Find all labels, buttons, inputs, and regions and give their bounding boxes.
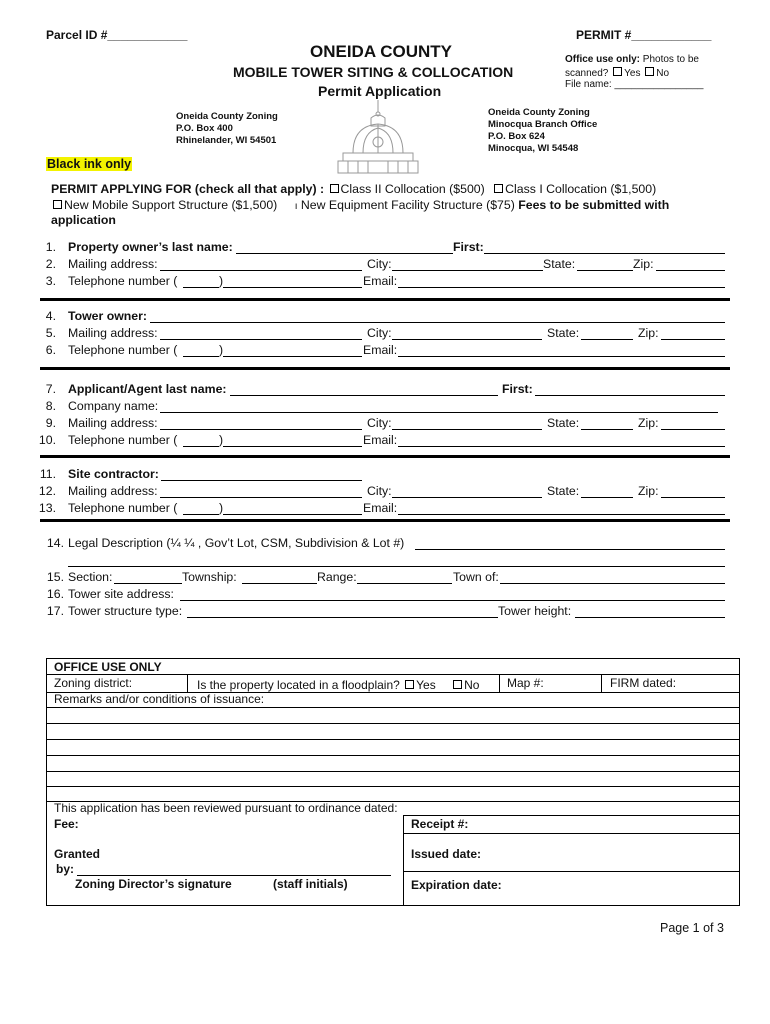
tower-owner-area-code-field[interactable]	[183, 356, 219, 357]
permit-number-label: PERMIT #____________	[576, 28, 712, 42]
remarks-line[interactable]	[47, 739, 739, 740]
owner-email-field[interactable]	[398, 287, 725, 288]
tower-height-field[interactable]	[575, 617, 725, 618]
scanned-no-checkbox[interactable]	[645, 67, 654, 76]
company-name-field[interactable]	[160, 412, 718, 413]
applicant-last-name-field[interactable]	[230, 395, 498, 396]
owner-first-name-field[interactable]	[484, 253, 725, 254]
permit-applying-for-line3: application	[51, 213, 116, 227]
file-name-field[interactable]: File name: ________________	[565, 79, 704, 90]
owner-first-label: First:	[453, 240, 484, 254]
section-divider	[40, 455, 730, 458]
fee-label: Fee:	[54, 817, 79, 831]
remarks-line[interactable]	[47, 723, 739, 724]
class2-collocation-checkbox[interactable]	[330, 184, 339, 193]
owner-state-field[interactable]	[577, 270, 633, 271]
form-subtitle: MOBILE TOWER SITING & COLLOCATION	[233, 64, 514, 80]
tower-owner-state-field[interactable]	[581, 339, 633, 340]
tower-structure-type-field[interactable]	[187, 617, 498, 618]
applicant-zip-field[interactable]	[661, 429, 725, 430]
remarks-label: Remarks and/or conditions of issuance:	[54, 692, 265, 706]
applicant-email-field[interactable]	[398, 446, 725, 447]
firm-dated-label: FIRM dated:	[610, 676, 677, 690]
owner-last-name-label: Property owner’s last name:	[68, 240, 233, 254]
address-minocqua: Oneida County Zoning Minocqua Branch Office P.O. Box 624 Minocqua, WI 54548	[488, 107, 598, 154]
contractor-zip-field[interactable]	[661, 497, 725, 498]
applicant-area-code-field[interactable]	[183, 446, 219, 447]
tower-owner-field[interactable]	[150, 322, 725, 323]
courthouse-dome-image	[333, 98, 423, 178]
owner-city-field[interactable]	[392, 270, 543, 271]
owner-mailing-field[interactable]	[160, 270, 362, 271]
granted-by-label: by:	[56, 862, 74, 876]
scanned-yes-checkbox[interactable]	[613, 67, 622, 76]
expiration-date-label: Expiration date:	[411, 878, 502, 892]
legal-description-label: Legal Description (¼ ¼ , Gov’t Lot, CSM, Subdivision & Lot #)	[68, 536, 405, 550]
page-number: Page 1 of 3	[660, 921, 724, 935]
tower-owner-city-field[interactable]	[392, 339, 542, 340]
site-contractor-label: Site contractor:	[68, 467, 159, 481]
remarks-line[interactable]	[47, 755, 739, 756]
issued-date-label: Issued date:	[411, 847, 482, 861]
site-contractor-field[interactable]	[161, 480, 362, 481]
tower-owner-zip-field[interactable]	[661, 339, 725, 340]
section-divider	[40, 367, 730, 370]
tower-owner-phone-field[interactable]	[223, 356, 362, 357]
remarks-line[interactable]	[47, 771, 739, 772]
tower-owner-email-field[interactable]	[398, 356, 725, 357]
owner-phone-field[interactable]	[223, 287, 362, 288]
granted-by-field[interactable]	[77, 875, 391, 876]
map-number-label: Map #:	[507, 676, 544, 690]
office-use-box: OFFICE USE ONLY Zoning district: Is the property located in a floodplain? Yes No Map #: FIRM dated: Remarks and/or conditions of issuance: This application has been reviewed pursuant to ordinance dated: Fee: Receipt #: Granted by: Issued date: Zoning Director’s signature (staff initials) Expiration date:	[46, 658, 740, 906]
section-divider	[40, 298, 730, 301]
page-title: ONEIDA COUNTY	[310, 42, 452, 61]
legal-description-field[interactable]	[415, 549, 725, 550]
contractor-email-field[interactable]	[398, 514, 725, 515]
floodplain-question: Is the property located in a floodplain? Yes No	[197, 678, 480, 692]
floodplain-no-checkbox[interactable]	[453, 680, 462, 689]
section-field[interactable]	[114, 583, 182, 584]
address-rhinelander: Oneida County Zoning P.O. Box 400 Rhinelander, WI 54501	[176, 111, 278, 146]
legal-description-field-2[interactable]	[68, 566, 725, 567]
township-field[interactable]	[242, 583, 317, 584]
applicant-city-field[interactable]	[392, 429, 542, 430]
floodplain-yes-checkbox[interactable]	[405, 680, 414, 689]
tower-owner-label: Tower owner:	[68, 309, 148, 323]
remarks-line[interactable]	[47, 707, 739, 708]
remarks-line[interactable]	[47, 786, 739, 787]
applicant-first-name-field[interactable]	[535, 395, 725, 396]
office-use-photo-note: Office use only: Photos to be	[565, 54, 699, 65]
black-ink-notice: Black ink only	[47, 157, 132, 171]
section-divider	[40, 519, 730, 522]
receipt-label: Receipt #:	[411, 817, 469, 831]
contractor-phone-field[interactable]	[223, 514, 362, 515]
new-equipment-checkbox[interactable]: ı	[294, 201, 298, 212]
reviewed-statement: This application has been reviewed pursuant to ordinance dated:	[54, 801, 398, 815]
tower-owner-mailing-field[interactable]	[160, 339, 362, 340]
applicant-mailing-field[interactable]	[160, 429, 362, 430]
contractor-state-field[interactable]	[581, 497, 633, 498]
range-field[interactable]	[357, 583, 452, 584]
parcel-id-label: Parcel ID #____________	[46, 28, 188, 42]
new-mobile-support-checkbox[interactable]	[53, 200, 62, 209]
class1-collocation-checkbox[interactable]	[494, 184, 503, 193]
granted-label: Granted	[54, 847, 101, 861]
tower-site-address-field[interactable]	[180, 600, 725, 601]
town-of-field[interactable]	[500, 583, 725, 584]
scanned-question: scanned? Yes No	[565, 68, 670, 79]
owner-last-name-field[interactable]	[236, 253, 453, 254]
applicant-phone-field[interactable]	[223, 446, 362, 447]
permit-applying-for-line1: PERMIT APPLYING FOR (check all that apply) : Class II Collocation ($500) Class I Collocation ($1,500)	[51, 182, 657, 196]
staff-initials-label: (staff initials)	[273, 877, 348, 891]
permit-applying-for-line2: New Mobile Support Structure ($1,500) ı New Equipment Facility Structure ($75) Fees to be submitted with	[51, 198, 669, 212]
zoning-director-signature-label: Zoning Director’s signature	[75, 877, 232, 891]
applicant-last-name-label: Applicant/Agent last name:	[68, 382, 227, 396]
owner-area-code-field[interactable]	[183, 287, 219, 288]
office-use-heading: OFFICE USE ONLY	[54, 660, 162, 674]
form-subtitle-2: Permit Application	[318, 83, 442, 99]
owner-zip-field[interactable]	[656, 270, 725, 271]
contractor-city-field[interactable]	[392, 497, 542, 498]
contractor-area-code-field[interactable]	[183, 514, 219, 515]
contractor-mailing-field[interactable]	[160, 497, 362, 498]
applicant-state-field[interactable]	[581, 429, 633, 430]
